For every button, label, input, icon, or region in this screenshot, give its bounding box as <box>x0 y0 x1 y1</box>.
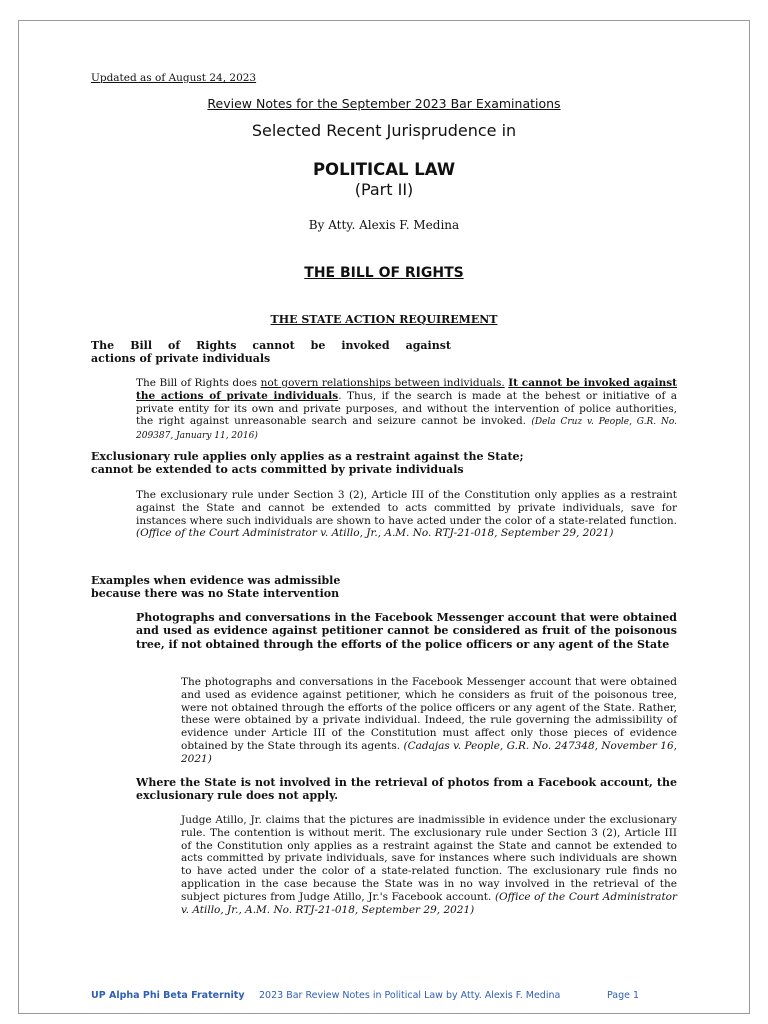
footer-page-number: Page 1 <box>607 990 640 1001</box>
block1-heading-line2: actions of private individuals <box>91 351 271 365</box>
block1-text-underlined: not govern relationships between individuals. <box>260 377 505 389</box>
subject-title: POLITICAL LAW <box>312 160 456 179</box>
sub2-paragraph <box>181 814 677 916</box>
sub2-heading: Where the State is not involved in the retrieval of photos from a Facebook account, the exclusionary rule does not apply. <box>136 776 677 803</box>
block1-heading-line1: The Bill of Rights cannot be invoked against <box>91 339 451 352</box>
updated-date: Updated as of August 24, 2023 <box>91 72 257 84</box>
section-title: THE BILL OF RIGHTS <box>304 265 464 281</box>
sub2-text: Judge Atillo, Jr. claims that the pictures are inadmissible in evidence under the exclusionary rule. The contention is without merit. The exclusionary rule under Section 3 (2), Article III of the Constitution only applies as a restraint against the State and cannot be extended to acts committed by private individuals, save for instances where such individuals are shown to have acted under the color of a state-related function. The exclusionary rule finds no application in the case because the State was in no way involved in the retrieval of the subject pictures from Judge Atillo, Jr.'s Facebook account. <box>181 814 677 903</box>
block1-text-a: The Bill of Rights does <box>136 377 261 389</box>
block2-citation: (Office of the Court Administrator v. Atillo, Jr., A.M. No. RTJ-21-018, September 29, 2021) <box>136 527 614 540</box>
footer-organization: UP Alpha Phi Beta Fraternity <box>91 990 245 1001</box>
sub2-citation: (Office of the Court Administrator v. Atillo, Jr., A.M. No. RTJ-21-018, September 29, 2021) <box>181 890 677 916</box>
block2-heading-line2: cannot be extended to acts committed by private individuals <box>91 462 464 476</box>
footer-title: 2023 Bar Review Notes in Political Law by Atty. Alexis F. Medina <box>259 990 561 1001</box>
author-line: By Atty. Alexis F. Medina <box>308 218 460 232</box>
selected-jurisprudence-title: Selected Recent Jurisprudence in <box>251 121 517 140</box>
block1-paragraph <box>136 377 677 443</box>
sub1-text: The photographs and conversations in the Facebook Messenger account that were obtained and used as evidence against petitioner, which he considers as fruit of the poisonous tree, were not obtained through the efforts of the police officers or any agent of the State. Rather, these were obtained by a private individual. Indeed, the rule governing the admissibility of evidence under Article III of the Constitution must affect only those pieces of evidence obtained by the State through its agents. <box>181 676 677 752</box>
block3-heading-line1: Examples when evidence was admissible <box>91 574 341 587</box>
block1-citation: (Dela Cruz v. People, G.R. No. 209387, January 11, 2016) <box>136 417 677 442</box>
sub1-citation: (Cadajas v. People, G.R. No. 247348, November 16, 2021) <box>181 739 677 765</box>
part-label: (Part II) <box>354 180 414 199</box>
block2-paragraph <box>136 489 677 540</box>
block1-heading <box>91 340 451 365</box>
block3-heading <box>91 575 411 600</box>
block1-text-b: . Thus, if the search is made at the behest or initiative of a private entity for its own and private purposes, and without the intervention of police authorities, the right against unreasonable search and seizure cannot be invoked. <box>136 389 677 428</box>
sub1-paragraph <box>181 676 677 766</box>
review-notes-title: Review Notes for the September 2023 Bar Examinations <box>207 96 561 111</box>
block1-text-bold-underlined: It cannot be invoked against the actions of private individuals <box>136 377 677 402</box>
sub1-heading: Photographs and conversations in the Facebook Messenger account that were obtained and used as evidence against petitioner cannot be considered as fruit of the poisonous tree, if not obtained through the efforts of the police officers or any agent of the State <box>136 611 677 651</box>
block2-heading <box>91 451 591 476</box>
block2-heading-line1: Exclusionary rule applies only applies as a restraint against the State; <box>91 450 524 463</box>
block3-heading-line2: because there was no State intervention <box>91 586 340 600</box>
section-subtitle: THE STATE ACTION REQUIREMENT <box>270 313 498 326</box>
block2-text: The exclusionary rule under Section 3 (2), Article III of the Constitution only applies as a restraint against the State and cannot be extended to acts committed by private individuals, save for instances where such individuals are shown to have acted under the color of a state-related function. <box>136 489 677 527</box>
